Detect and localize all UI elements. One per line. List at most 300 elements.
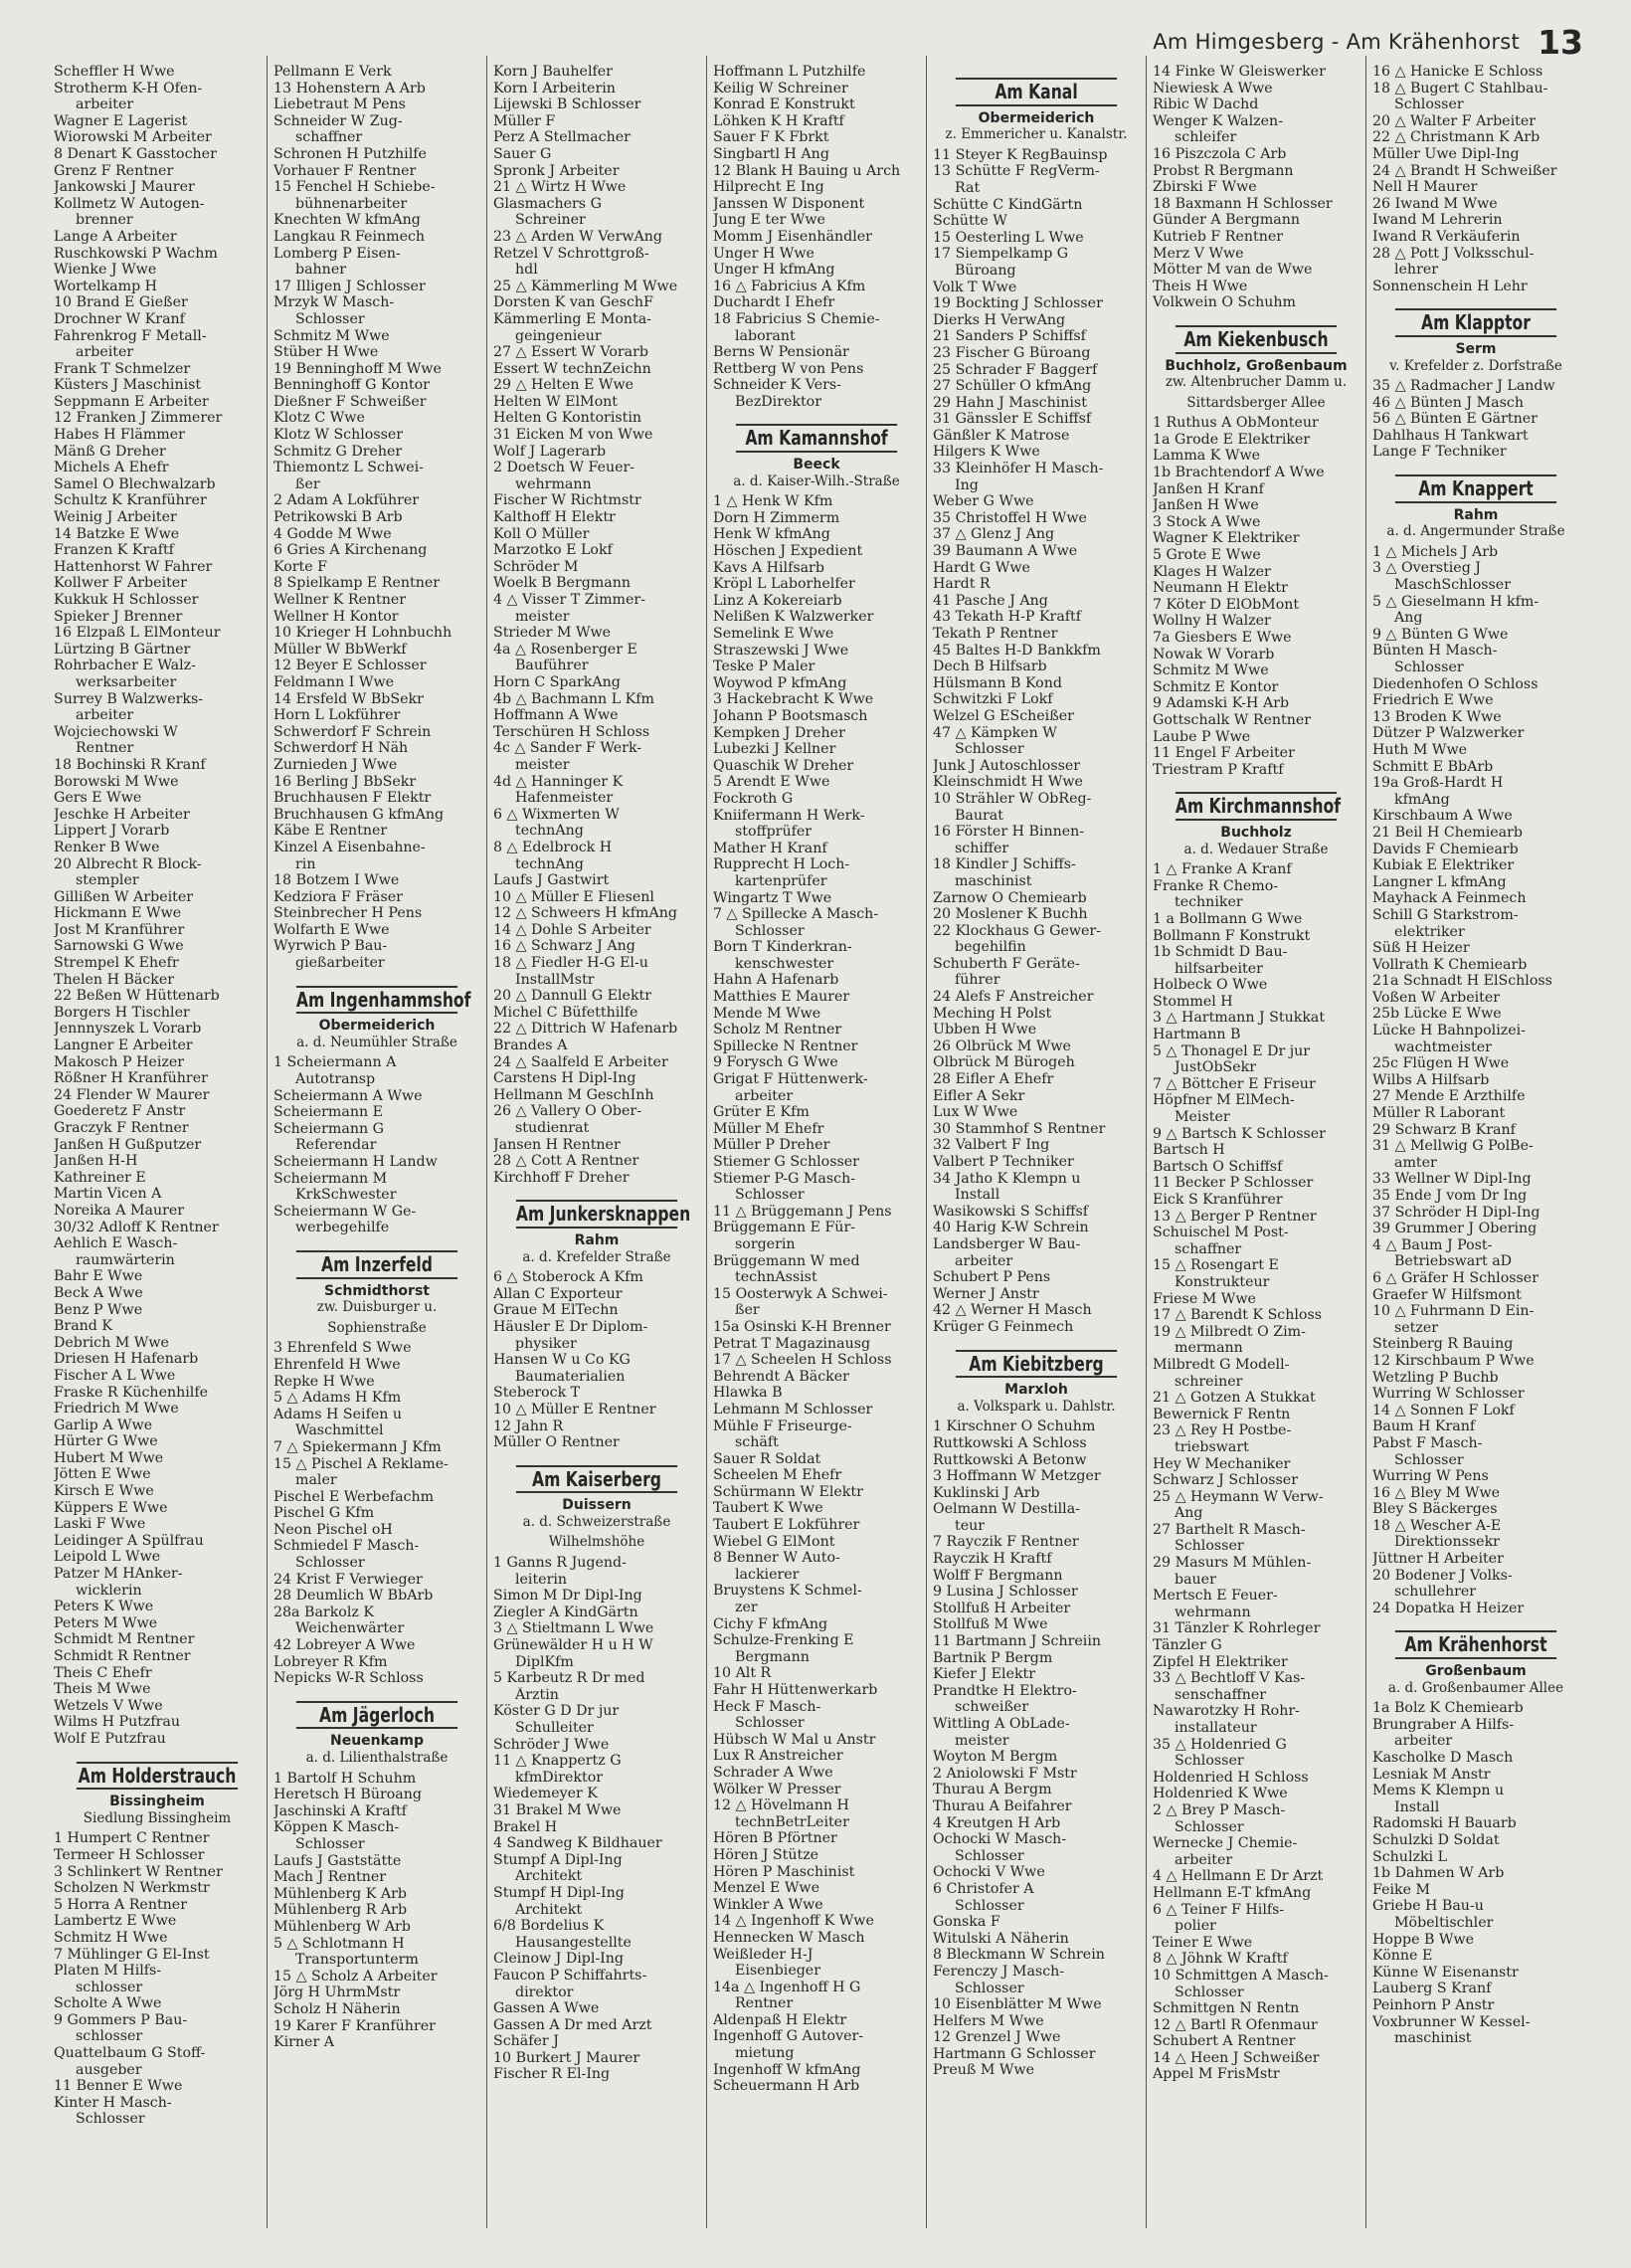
resident-entry: 4 Sandweg K Bildhauer [493, 1835, 662, 1852]
resident-entry: Welzel G EScheißer [933, 707, 1074, 724]
resident-entry: Wingartz T Wwe [713, 889, 832, 906]
entry-continuation: schweißer [955, 1699, 1029, 1716]
entry-continuation: BezDirektor [735, 393, 822, 410]
resident-entry: 19 Benninghoff M Wwe [273, 360, 442, 377]
resident-entry: 9 Adamski K-H Arb [1153, 695, 1290, 712]
resident-entry: Konrad E Konstrukt [713, 96, 855, 113]
resident-entry: 24 △ Saalfeld E Arbeiter [493, 1053, 668, 1070]
resident-entry: 8 △ Edelbrock H [493, 839, 613, 855]
resident-entry: Helten W ElMont [493, 393, 618, 410]
resident-entry: 3 △ Hartmann J Stukkat [1153, 1010, 1326, 1027]
entry-continuation: Schlosser [735, 1715, 805, 1732]
resident-entry: Vollrath K Chemiearb [1372, 956, 1528, 973]
running-head: Am Himgesberg - Am Krähenhorst [1153, 30, 1521, 54]
resident-entry: Schmitz G Dreher [273, 443, 403, 460]
resident-entry: Kuklinski J Arb [933, 1484, 1040, 1501]
resident-entry: Schrader A Wwe [713, 1764, 833, 1781]
resident-entry: Stumpf A Dipl-Ing [493, 1851, 623, 1868]
resident-entry: Graue M ElTechn [493, 1302, 619, 1319]
resident-entry: Wetzling P Buchb [1372, 1369, 1499, 1386]
resident-entry: Müller R Laborant [1372, 1105, 1506, 1122]
resident-entry: 10 Krieger H Lohnbuchh [273, 625, 453, 642]
resident-entry: 15 Oosterwyk A Schwei- [713, 1285, 888, 1302]
district-name: Buchholz, Großenbaum [1165, 357, 1348, 374]
resident-entry: Mather H Kranf [713, 840, 827, 856]
resident-entry: Jörg H UhrmMstr [273, 1984, 401, 2001]
resident-entry: Hilgers K Wwe [933, 444, 1040, 461]
resident-entry: Radomski H Bauarb [1372, 1815, 1517, 1832]
resident-entry: 11 Bartmann J Schreiin [933, 1633, 1102, 1650]
resident-entry: 5 Arendt E Wwe [713, 774, 830, 791]
resident-entry: 43 Tekath H-P Kraftf [933, 609, 1081, 626]
resident-entry: Hubert M Wwe [54, 1449, 164, 1466]
resident-entry: 25 △ Kämmerling M Wwe [493, 278, 678, 294]
resident-entry: 14 △ Heen J Schweißer [1153, 2049, 1320, 2066]
resident-entry: 16 △ Fabricius A Kfm [713, 278, 866, 294]
resident-entry: Rohrbacher E Walz- [54, 658, 196, 674]
resident-entry: 10 Burkert J Maurer [493, 2049, 640, 2066]
entry-continuation: meister [955, 1732, 1009, 1749]
resident-entry: 18 Botzem I Wwe [273, 872, 400, 889]
resident-entry: 5 △ Gieselmann H kfm- [1372, 593, 1540, 610]
resident-entry: Schmiedel F Masch- [273, 1538, 420, 1555]
resident-entry: Theis H Wwe [1153, 278, 1248, 294]
entry-continuation: Hausangestellte [515, 1934, 632, 1951]
resident-entry: 23 Fischer G Büroang [933, 344, 1091, 361]
resident-entry: Schwitzki F Lokf [933, 691, 1053, 708]
resident-entry: Grüter E Kfm [713, 1104, 810, 1121]
resident-entry: Taubert E Lokführer [713, 1517, 860, 1534]
resident-entry: Kleinschmidt H Wwe [933, 774, 1083, 791]
resident-entry: 6 Gries A Kirchenang [273, 542, 428, 559]
entry-continuation: Schlosser [76, 2111, 145, 2128]
resident-entry: Kathreiner E [54, 1169, 146, 1186]
resident-entry: 4b △ Bachmann L Kfm [493, 690, 654, 707]
entry-continuation: Waschmittel [295, 1422, 384, 1439]
resident-entry: 4 Godde M Wwe [273, 525, 392, 542]
resident-entry: 19 Bockting J Schlosser [933, 295, 1103, 312]
resident-entry: 2 Doetsch W Feuer- [493, 460, 635, 476]
resident-entry: 22 Klockhaus G Gewer- [933, 922, 1101, 939]
resident-entry: Wernecke J Chemie- [1153, 1835, 1298, 1852]
entry-continuation: installateur [1175, 1720, 1257, 1736]
resident-entry: Hoppe B Wwe [1372, 1931, 1475, 1948]
resident-entry: 15 Oesterling L Wwe [933, 229, 1084, 246]
directory-column [1365, 56, 1585, 2228]
resident-entry: Kämmerling E Monta- [493, 310, 651, 327]
district-name: Obermeiderich [318, 1018, 436, 1035]
entry-continuation: Referendar [295, 1137, 377, 1154]
entry-continuation: technAng [515, 823, 584, 840]
resident-entry: 45 Baltes H-D Bankkfm [933, 642, 1101, 659]
district-name: Buchholz [1220, 824, 1292, 841]
resident-entry: Peinhorn P Anstr [1372, 1996, 1495, 2013]
resident-entry: Michel C Büfetthilfe [493, 1004, 638, 1021]
resident-entry: Schill G Starkstrom- [1372, 906, 1519, 923]
resident-entry: 20 Moslener K Buchh [933, 906, 1088, 923]
resident-entry: Friese M Wwe [1153, 1290, 1256, 1307]
resident-entry: Nepicks W-R Schloss [273, 1670, 424, 1687]
resident-entry: Müller O Rentner [493, 1434, 620, 1451]
resident-entry: Holbeck O Wwe [1153, 977, 1268, 994]
resident-entry: 3 Schlinkert W Rentner [54, 1863, 223, 1880]
entry-continuation: stoffprüfer [735, 824, 813, 841]
resident-entry: 7 △ Spillecke A Masch- [713, 906, 879, 923]
resident-entry: Klages H Walzer [1153, 563, 1271, 580]
resident-entry: Stüber H Wwe [273, 344, 379, 361]
resident-entry: Tänzler G [1153, 1637, 1222, 1654]
entry-continuation: brenner [76, 212, 133, 229]
resident-entry: 28 △ Pott J Volksschul- [1372, 245, 1535, 262]
entry-continuation: Möbeltischler [1394, 1914, 1494, 1931]
resident-entry: 10 Strähler W ObReg- [933, 790, 1092, 807]
entry-continuation: techniker [1175, 894, 1243, 911]
resident-entry: Schmidt R Rentner [54, 1648, 191, 1664]
resident-entry: Steinberg R Bauing [1372, 1336, 1514, 1353]
resident-entry: Könne E [1372, 1948, 1433, 1965]
resident-entry: Süß H Heizer [1372, 940, 1470, 957]
resident-entry: Hören J Stütze [713, 1846, 819, 1863]
resident-entry: Debrich M Wwe [54, 1334, 169, 1351]
entry-continuation: Ang [1175, 1505, 1203, 1522]
resident-entry: Zarnow O Chemiearb [933, 889, 1087, 906]
resident-entry: Gonska F [933, 1914, 1000, 1931]
resident-entry: Thurau A Beifahrer [933, 1797, 1072, 1814]
resident-entry: Brüggemann W med [713, 1252, 860, 1269]
resident-entry: Wolf E Putzfrau [54, 1730, 166, 1747]
entry-continuation: Install [1394, 1798, 1440, 1815]
resident-entry: Scheiermann M [273, 1170, 388, 1187]
resident-entry: 17 △ Scheelen H Schloss [713, 1352, 892, 1369]
directory-column [486, 56, 706, 2228]
resident-entry: 16 Piszczola C Arb [1153, 145, 1287, 162]
resident-entry: Dießner F Schweißer [273, 393, 427, 410]
entry-continuation: leiterin [515, 1571, 568, 1588]
resident-entry: 3 △ Overstieg J [1372, 560, 1481, 577]
resident-entry: Adams H Seifen u [273, 1406, 402, 1422]
resident-entry: Schmitz E Kontor [1153, 678, 1279, 695]
resident-entry: Korte F [273, 558, 327, 575]
street-location: z. Emmericher u. Kanalstr. [945, 126, 1128, 143]
entry-continuation: polier [1175, 1918, 1216, 1935]
street-location: a. d. Angermunder Straße [1386, 523, 1565, 540]
entry-continuation: Schlosser [955, 741, 1024, 758]
resident-entry: Köppen K Masch- [273, 1819, 400, 1836]
entry-continuation: Schreiner [515, 212, 586, 229]
resident-entry: Stommel H [1153, 993, 1233, 1010]
resident-entry: Wetzels V Wwe [54, 1697, 163, 1714]
resident-entry: Kirsch E Wwe [54, 1483, 154, 1500]
resident-entry: Kniifermann H Werk- [713, 807, 865, 824]
resident-entry: Jaschinski A Kraftf [273, 1802, 407, 1819]
resident-entry: Noreika A Maurer [54, 1202, 185, 1219]
resident-entry: Mühlenberg R Arb [273, 1902, 408, 1919]
entry-continuation: Architekt [515, 1901, 583, 1918]
resident-entry: Peters M Wwe [54, 1614, 158, 1631]
resident-entry: 30 Stammhof S Rentner [933, 1120, 1106, 1137]
resident-entry: Schuischel M Post- [1153, 1225, 1289, 1241]
resident-entry: Hören B Pförtner [713, 1830, 837, 1847]
street-heading: Am Kaiserberg [516, 1465, 677, 1494]
resident-entry: Hickmann E Wwe [54, 905, 182, 922]
district-name: Großenbaum [1425, 1663, 1527, 1680]
resident-entry: Neon Pischel oH [273, 1521, 393, 1538]
resident-entry: Müller F [493, 112, 556, 129]
resident-entry: Horn L Lokführer [273, 707, 401, 724]
resident-entry: 37 △ Glenz J Ang [933, 526, 1055, 543]
entry-continuation: ausgeber [76, 2061, 142, 2078]
resident-entry: Fockroth G [713, 790, 794, 807]
resident-entry: Liebetraut M Pens [273, 96, 406, 113]
entry-continuation: schreiner [1175, 1373, 1243, 1390]
resident-entry: Tekath P Rentner [933, 626, 1058, 642]
resident-entry: 3 Stock A Wwe [1153, 513, 1261, 530]
resident-entry: Rayczik H Kraftf [933, 1551, 1052, 1568]
street-location: Siedlung Bissingheim [83, 1809, 232, 1826]
resident-entry: 12 △ Hövelmann H [713, 1797, 849, 1814]
entry-continuation: Bergmann [735, 1648, 810, 1665]
resident-entry: Günder A Bergmann [1153, 212, 1301, 229]
resident-entry: Mende M Wwe [713, 1005, 821, 1022]
resident-entry: 9 Forysch G Wwe [713, 1054, 838, 1071]
resident-entry: 25b Lücke E Wwe [1372, 1006, 1502, 1023]
resident-entry: 24 Krist F Verwieger [273, 1571, 423, 1588]
resident-entry: 13 Broden K Wwe [1372, 708, 1502, 725]
resident-entry: Wolfarth E Wwe [273, 921, 390, 938]
resident-entry: Samel O Blechwalzarb [54, 475, 216, 492]
resident-entry: 21 △ Gotzen A Stukkat [1153, 1390, 1316, 1407]
resident-entry: 5 Horra A Rentner [54, 1896, 187, 1913]
entry-continuation: raumwärterin [76, 1251, 175, 1268]
resident-entry: 22 △ Dittrich W Hafenarb [493, 1021, 678, 1038]
resident-entry: Aehlich E Wasch- [54, 1235, 178, 1252]
resident-entry: 9 △ Bartsch K Schlosser [1153, 1125, 1326, 1142]
resident-entry: Faucon P Schiffahrts- [493, 1967, 647, 1984]
resident-entry: Stollfuß M Wwe [933, 1616, 1048, 1633]
entry-continuation: Ang [1394, 610, 1423, 627]
resident-entry: Franke R Chemo- [1153, 877, 1279, 894]
resident-entry: Fischer A L Wwe [54, 1367, 176, 1384]
resident-entry: Lücke H Bahnpolizei- [1372, 1023, 1526, 1040]
resident-entry: Hilprecht E Ing [713, 179, 824, 196]
resident-entry: Hartmann B [1153, 1027, 1241, 1043]
resident-entry: Schulze-Frenking E [713, 1632, 854, 1649]
resident-entry: Voxbrunner W Kessel- [1372, 2013, 1531, 2030]
resident-entry: Hattenhorst W Fahrer [54, 558, 213, 575]
resident-entry: 12 Blank H Bauing u Arch [713, 162, 901, 179]
resident-entry: Ochocki W Masch- [933, 1831, 1067, 1848]
resident-entry: Semelink E Wwe [713, 626, 834, 642]
resident-entry: Schäfer J [493, 2033, 559, 2050]
resident-entry: Ehrenfeld H Wwe [273, 1356, 401, 1373]
entry-continuation: studienrat [515, 1120, 590, 1136]
resident-entry: Dahlhaus H Tankwart [1372, 427, 1529, 444]
entry-continuation: schlosser [76, 2028, 143, 2045]
entry-continuation: Schlosser [295, 1555, 365, 1572]
resident-entry: 5 Karbeutz R Dr med [493, 1670, 645, 1687]
resident-entry: Ingenhoff W kfmAng [713, 2061, 861, 2078]
entry-continuation: arbeiter [1175, 1851, 1233, 1868]
resident-entry: Essert W technZeichn [493, 360, 651, 377]
resident-entry: Schneider W Zug- [273, 112, 403, 129]
resident-entry: Wagner E Lagerist [54, 112, 188, 129]
resident-entry: Schürmann W Elektr [713, 1483, 863, 1500]
resident-entry: Schultz K Kranführer [54, 492, 207, 509]
resident-entry: Schubert A Rentner [1153, 2033, 1296, 2050]
resident-entry: Stiemer G Schlosser [713, 1154, 859, 1170]
resident-entry: 24 Dopatka H Heizer [1372, 1600, 1525, 1616]
entry-continuation: schlosser [76, 1979, 143, 1995]
entry-continuation: kfmDirektor [515, 1769, 604, 1786]
resident-entry: Jung E ter Wwe [713, 212, 825, 229]
entry-continuation: wachtmeister [1394, 1039, 1492, 1055]
resident-entry: Jankowski J Maurer [54, 179, 195, 196]
resident-entry: 10 Eisenblätter M Wwe [933, 1996, 1102, 2013]
resident-entry: Kempken J Dreher [713, 724, 845, 741]
resident-entry: Schmitz M Wwe [273, 327, 390, 344]
resident-entry: 6 Christofer A [933, 1880, 1034, 1897]
resident-entry: 7 Rayczik F Rentner [933, 1534, 1079, 1551]
resident-entry: Bartsch H [1153, 1142, 1225, 1159]
resident-entry: Frank T Schmelzer [54, 360, 191, 377]
resident-entry: 5 △ Adams H Kfm [273, 1390, 402, 1407]
resident-entry: Hoffmann A Wwe [493, 707, 619, 724]
resident-entry: Baum H Kranf [1372, 1418, 1476, 1435]
resident-entry: 22 Beßen W Hüttenarb [54, 988, 220, 1005]
resident-entry: 35 Christoffel H Wwe [933, 509, 1087, 526]
resident-entry: Hübsch W Mal u Anstr [713, 1731, 876, 1748]
resident-entry: Gassen A Dr med Arzt [493, 2016, 652, 2033]
resident-entry: 27 Mende E Arzthilfe [1372, 1088, 1526, 1105]
resident-entry: Wolff F Bergmann [933, 1567, 1063, 1584]
resident-entry: 19 △ Milbredt O Zim- [1153, 1323, 1306, 1340]
resident-entry: Kedziora F Fräser [273, 888, 403, 905]
resident-entry: 12 Franken J Zimmerer [54, 410, 223, 427]
resident-entry: Eick S Kranführer [1153, 1192, 1283, 1208]
resident-entry: Weinig J Arbeiter [54, 509, 177, 526]
resident-entry: 19 Karer F Kranführer [273, 2017, 436, 2034]
entry-continuation: JustObSekr [1175, 1059, 1257, 1076]
entry-continuation: maschinist [1394, 2030, 1472, 2047]
resident-entry: Petrat T Magazinausg [713, 1335, 871, 1352]
resident-entry: Kascholke D Masch [1372, 1750, 1514, 1766]
resident-entry: 39 Grummer J Obering [1372, 1221, 1538, 1237]
resident-entry: 28a Barkolz K [273, 1604, 374, 1620]
entry-continuation: DiplKfm [515, 1653, 574, 1670]
directory-column [926, 56, 1146, 2228]
resident-entry: Brandes A [493, 1038, 568, 1054]
street-heading: Am Krähenhorst [1395, 1630, 1556, 1659]
resident-entry: Wollny H Walzer [1153, 613, 1271, 630]
resident-entry: Hören P Maschinist [713, 1863, 855, 1880]
entry-continuation: Meister [1175, 1109, 1230, 1126]
resident-entry: 5 △ Schlotmann H [273, 1935, 405, 1952]
resident-entry: Witulski A Näherin [933, 1930, 1069, 1947]
resident-entry: 20 Bodener J Volks- [1372, 1567, 1513, 1584]
resident-entry: Spronk J Arbeiter [493, 162, 620, 179]
resident-entry: 8 Benner W Auto- [713, 1550, 840, 1567]
resident-entry: Bollmann F Konstrukt [1153, 927, 1311, 944]
resident-entry: Schulzki L [1372, 1848, 1448, 1865]
resident-entry: Scheffler H Wwe [54, 64, 175, 80]
directory-columns [48, 56, 1585, 2228]
entry-continuation: Install [955, 1187, 1000, 1204]
resident-entry: 15 △ Pischel A Reklame- [273, 1455, 449, 1472]
resident-entry: Peters K Wwe [54, 1599, 154, 1615]
resident-entry: Weber G Wwe [933, 493, 1034, 510]
entry-continuation: Schlosser [955, 1980, 1024, 1996]
resident-entry: Bewernick F Rentn [1153, 1406, 1291, 1422]
resident-entry: Kröpl L Laborhelfer [713, 576, 855, 593]
district-name: Rahm [1453, 506, 1499, 523]
resident-entry: 35 △ Radmacher J Landw [1372, 378, 1555, 395]
resident-entry: 41 Pasche J Ang [933, 592, 1048, 609]
resident-entry: Woyton M Bergm [933, 1749, 1058, 1766]
street-heading: Am Kiebitzberg [956, 1350, 1117, 1379]
resident-entry: Habes H Flämmer [54, 427, 185, 444]
entry-continuation: werbegehilfe [295, 1220, 390, 1236]
resident-entry: Mrzyk W Masch- [273, 294, 395, 311]
resident-entry: 18 △ Bugert C Stahlbau- [1372, 80, 1548, 96]
resident-entry: 31 Brakel M Wwe [493, 1801, 622, 1818]
resident-entry: Vorhauer F Rentner [273, 162, 417, 179]
resident-entry: 16 △ Bley M Wwe [1372, 1484, 1501, 1501]
resident-entry: 27 Schüller O kfmAng [933, 378, 1092, 395]
resident-entry: Grünewälder H u H W [493, 1637, 653, 1654]
resident-entry: Leidinger A Spülfrau [54, 1532, 204, 1549]
resident-entry: Zipfel H Elektriker [1153, 1653, 1288, 1670]
street-location: zw. Duisburger u. [316, 1299, 438, 1316]
resident-entry: Linz A Kokereiarb [713, 592, 842, 609]
resident-entry: Hoffmann L Putzhilfe [713, 64, 866, 80]
entry-continuation: Ing [955, 476, 979, 493]
resident-entry: 12 Beyer E Schlosser [273, 658, 427, 674]
resident-entry: Jansen H Rentner [493, 1136, 621, 1153]
entry-continuation: maschinist [955, 872, 1032, 889]
resident-entry: Lamma K Wwe [1153, 448, 1260, 465]
entry-continuation: mietung [735, 2045, 795, 2062]
resident-entry: Brakel H [493, 1818, 558, 1835]
resident-entry: Wenger K Walzen- [1153, 112, 1283, 129]
resident-entry: Schütte C KindGärtn [933, 196, 1083, 213]
resident-entry: Wilbs A Hilfsarb [1372, 1071, 1490, 1088]
resident-entry: Rupprecht H Loch- [713, 856, 850, 873]
resident-entry: 4a △ Rosenberger E [493, 641, 637, 658]
resident-entry: 1a Grode E Elektriker [1153, 431, 1311, 448]
resident-entry: 21 Sanders P Schiffsf [933, 328, 1086, 345]
resident-entry: Woywod P kfmAng [713, 674, 847, 691]
resident-entry: Martin Vicen A [54, 1186, 162, 1203]
resident-entry: 8 △ Jöhnk W Kraftf [1153, 1951, 1288, 1968]
resident-entry: Kavs A Hilfsarb [713, 559, 824, 576]
resident-entry: Lambertz E Wwe [54, 1913, 177, 1930]
resident-entry: Theis C Ehefr [54, 1664, 152, 1681]
resident-entry: Scheiermann E [273, 1104, 383, 1121]
resident-entry: 13 Schütte F RegVerm- [933, 163, 1100, 180]
resident-entry: Driesen H Hafenarb [54, 1351, 199, 1368]
resident-entry: Klotz C Wwe [273, 410, 365, 427]
resident-entry: 11 Engel F Arbeiter [1153, 745, 1295, 762]
resident-entry: 8 Denart K Gasstocher [54, 145, 217, 162]
resident-entry: Lange F Techniker [1372, 444, 1507, 461]
directory-column [706, 56, 926, 2228]
resident-entry: 31 △ Mellwig G PolBe- [1372, 1138, 1534, 1155]
resident-entry: Köster G D Dr jur [493, 1703, 620, 1720]
street-location: v. Krefelder z. Dorfstraße [1389, 357, 1562, 374]
entry-continuation: führer [955, 972, 1000, 989]
resident-entry: 10 △ Fuhrmann D Ein- [1372, 1303, 1535, 1320]
resident-entry: 16 △ Hanicke E Schloss [1372, 64, 1543, 80]
